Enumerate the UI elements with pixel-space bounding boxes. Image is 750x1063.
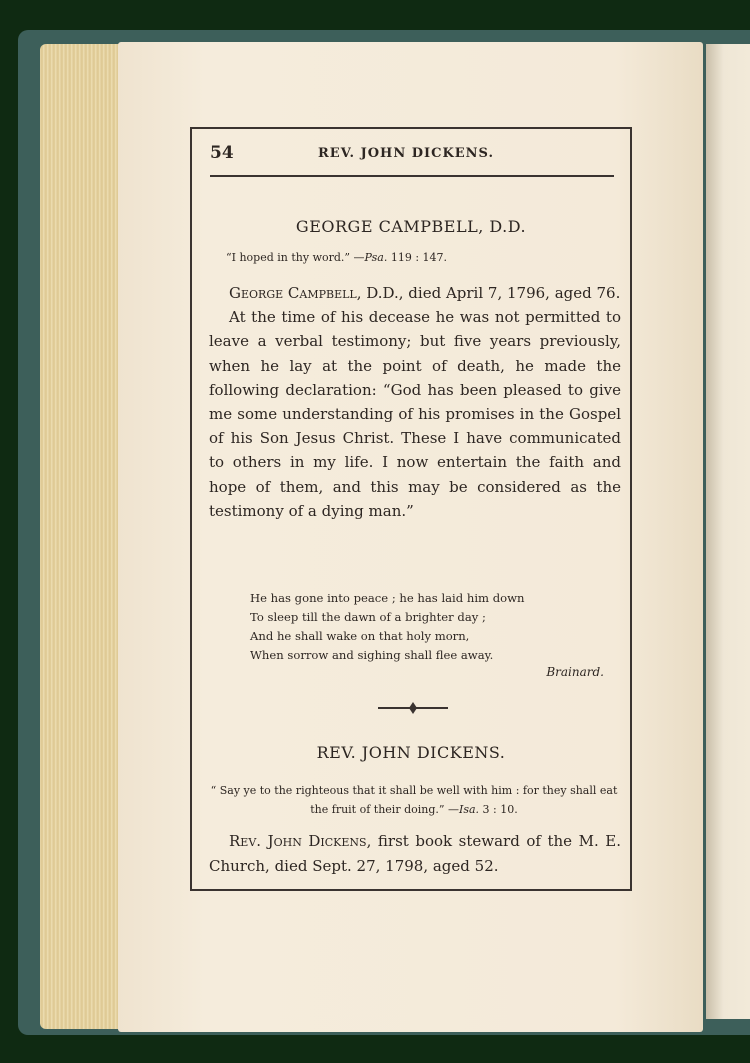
lead-rest: , D.D., died April 7, 1796, aged 76.: [356, 284, 621, 302]
entry-title-dickens: REV. JOHN DICKENS.: [316, 743, 506, 762]
epigraph-book: Isa.: [459, 803, 480, 816]
page-edges: [40, 44, 130, 1029]
poem-author: Brainard.: [546, 665, 604, 679]
epigraph-book: Psa.: [364, 251, 388, 264]
epigraph-verse: 3 : 10.: [482, 803, 518, 816]
lead-paragraph: [209, 281, 621, 305]
next-page-edge: [706, 44, 750, 1019]
poem-line: And he shall wake on that holy morn,: [250, 629, 470, 643]
page-header: [210, 143, 614, 177]
page-number: 54: [210, 143, 234, 163]
poem: [250, 589, 525, 665]
divider-ornament: [378, 701, 448, 715]
epigraph-verse: 119 : 147.: [390, 251, 448, 264]
epigraph-text: “ Say ye to the righteous that it shall be well with him : for they shall eat the fruit of their doing.” —: [210, 784, 618, 816]
testimony-paragraph: At the time of his decease he was not permitted to leave a verbal testimony; but five years previously, when he lay at the point of death, he made the following declaration: “God has been pleased to give me some understanding of his promises in the Gospel of his Son Jesus Christ. These I have communicated to others in my life. I now entertain the faith and hope of them, and this may be considered as the testimony of a dying man.”: [209, 308, 621, 520]
body-dickens: [209, 829, 621, 878]
body-campbell: [209, 281, 621, 523]
running-head: REV. JOHN DICKENS.: [318, 146, 494, 161]
lead-rest: , first book steward of the M. E. Church, died Sept. 27, 1798, aged 52.: [209, 832, 621, 875]
lead-name: George Campbell: [229, 284, 357, 302]
epigraph-campbell: [226, 251, 447, 264]
lead-paragraph: [209, 829, 621, 878]
text-frame: [190, 127, 632, 891]
lead-name: Rev. John Dickens: [229, 832, 367, 850]
poem-line: When sorrow and sighing shall flee away.: [250, 648, 494, 662]
poem-line: To sleep till the dawn of a brighter day ;: [250, 610, 486, 624]
epigraph-dickens: [208, 781, 620, 819]
poem-line: He has gone into peace ; he has laid him down: [250, 591, 525, 605]
entry-title-campbell: GEORGE CAMPBELL, D.D.: [295, 217, 527, 236]
epigraph-text: “I hoped in thy word.” —: [226, 251, 365, 264]
